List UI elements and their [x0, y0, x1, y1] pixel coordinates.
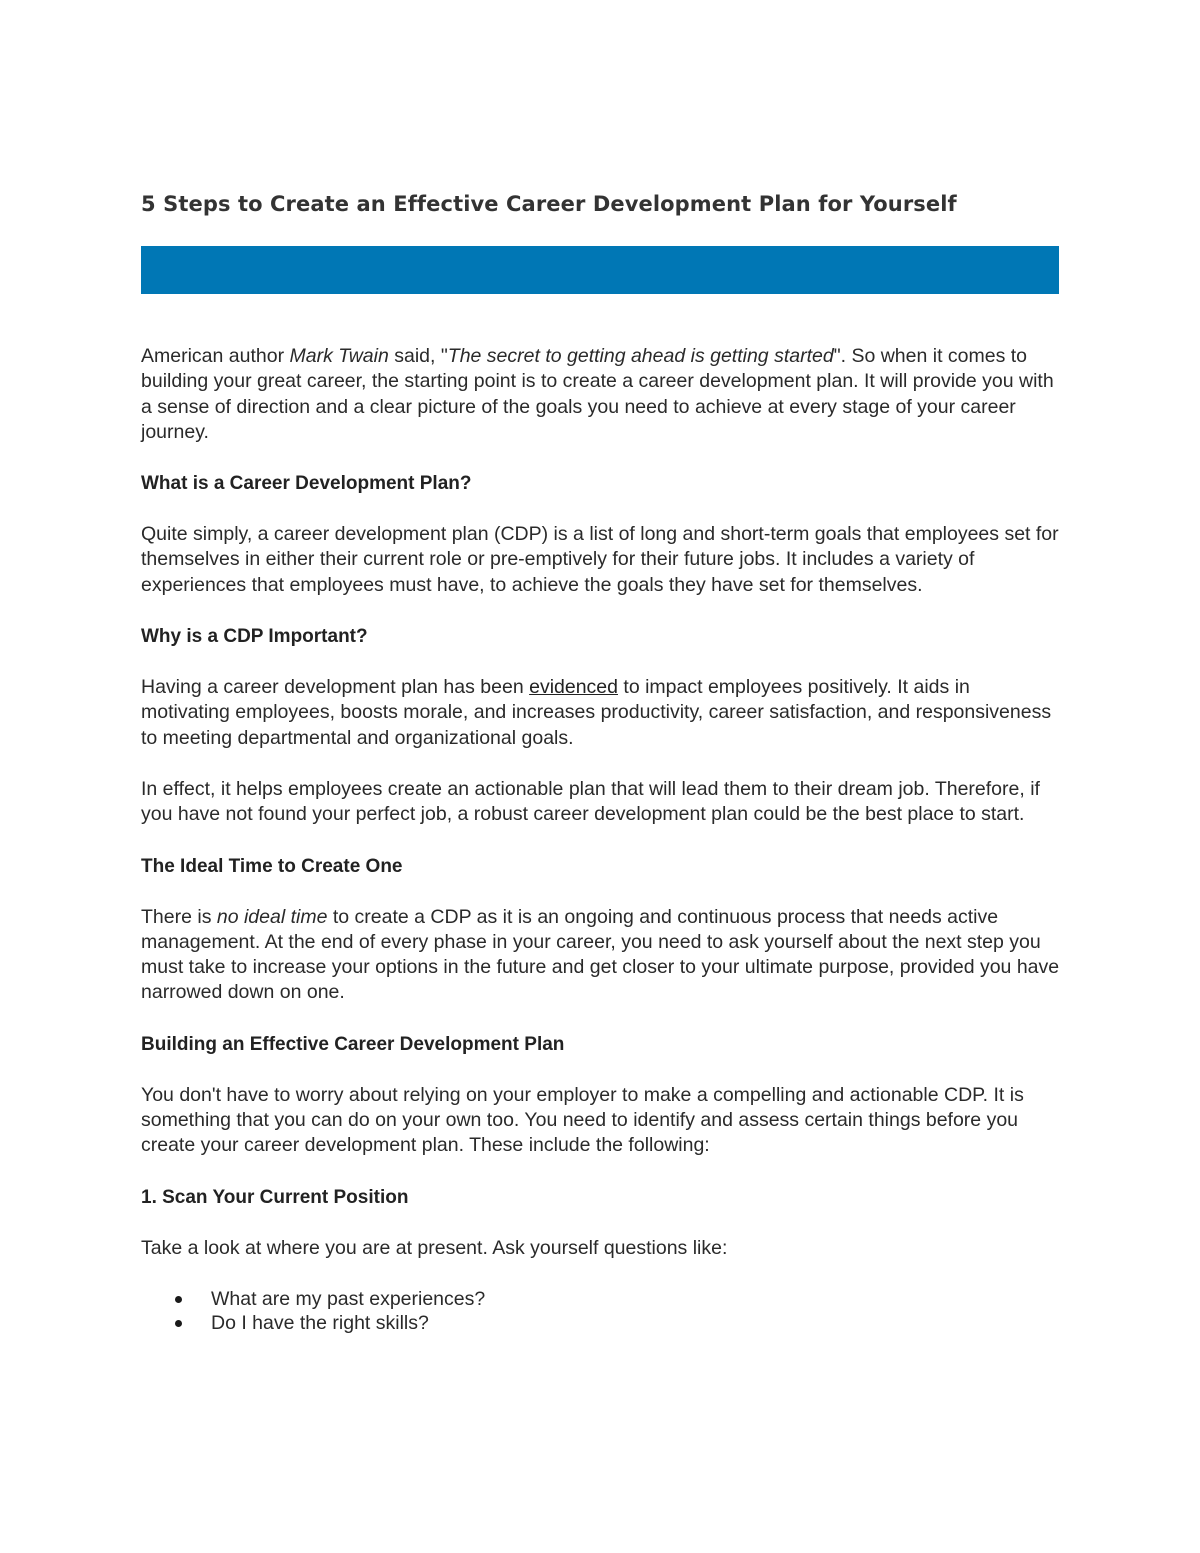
evidenced-link[interactable]: evidenced: [529, 676, 618, 699]
document-body: [141, 344, 1061, 1336]
heading-building-plan: Building an Effective Career Development Plan: [141, 1033, 565, 1055]
emphasis-text: no ideal time: [216, 905, 328, 928]
heading-step-1: 1. Scan Your Current Position: [141, 1186, 409, 1208]
building-paragraph: You don't have to worry about relying on your employer to make a compelling and actionable CDP. It is something that you can do on your own too. You need to identify and assess certain things before you create your career development plan. These include the following:: [141, 1083, 1024, 1157]
why-paragraph: Having a career development plan has been evidenced to impact employees positively. It aids in motivating employees, boosts morale, and increases productivity, career satisfaction, and responsiveness to meeting departmental and organizational goals.: [141, 676, 1052, 749]
step1-paragraph: Take a look at where you are at present. Ask yourself questions like:: [141, 1236, 728, 1259]
bullet-icon: [175, 1296, 182, 1303]
author-name: Mark Twain: [289, 345, 389, 367]
effect-paragraph: In effect, it helps employees create an actionable plan that will lead them to their dream job. Therefore, if you have not found your perfect job, a robust career development plan could be the best place to start.: [141, 777, 1040, 826]
heading-why-important: Why is a CDP Important?: [141, 626, 368, 648]
bullet-icon: [175, 1320, 182, 1327]
step1-bullet-list: [141, 1287, 1061, 1336]
heading-what-is-cdp: What is a Career Development Plan?: [141, 473, 472, 495]
what-paragraph: Quite simply, a career development plan (CDP) is a list of long and short-term goals that employees set for themselves in either their current role or pre-emptively for their future jobs. It includes a variety of experiences that employees must have, to achieve the goals they have set for themselves.: [141, 523, 1059, 596]
ideal-paragraph: There is no ideal time to create a CDP as it is an ongoing and continuous process that needs active management. At the end of every phase in your career, you need to ask yourself about the next step you must take to increase your options in the future and get closer to your ultimate purpose, provided you have narrowed down on one.: [141, 905, 1060, 1004]
document-title: 5 Steps to Create an Effective Career Development Plan for Yourself: [141, 192, 957, 216]
list-item: What are my past experiences?: [141, 1287, 1061, 1312]
heading-ideal-time: The Ideal Time to Create One: [141, 855, 403, 877]
list-item: Do I have the right skills?: [141, 1311, 1061, 1336]
quote-text: The secret to getting ahead is getting started: [447, 345, 834, 367]
intro-paragraph: American author Mark Twain said, "The secret to getting ahead is getting started". So when it comes to building your great career, the starting point is to create a career development plan. It will provide you with a sense of direction and a clear picture of the goals you need to achieve at every stage of your career journey.: [141, 345, 1054, 443]
header-banner: [141, 246, 1059, 294]
